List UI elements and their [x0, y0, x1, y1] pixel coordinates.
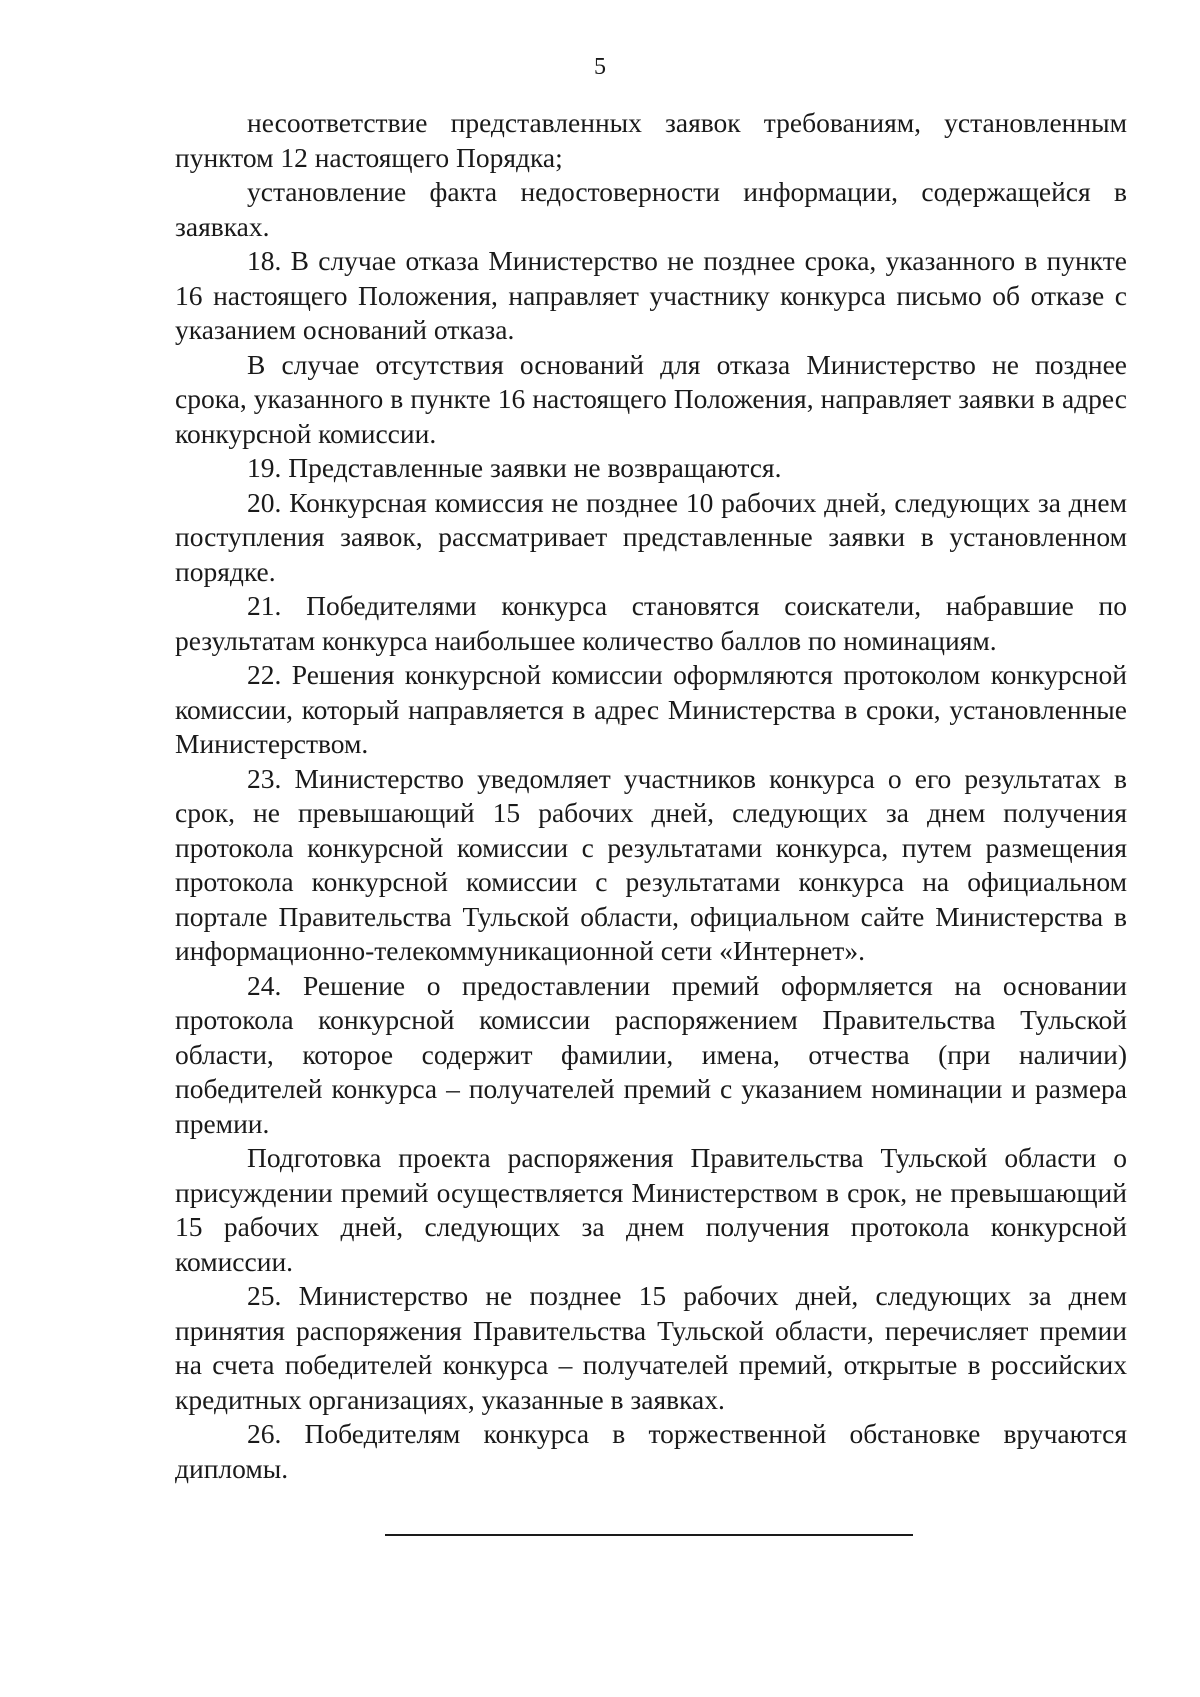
page-number: 5: [594, 54, 606, 80]
document-body: [175, 106, 1127, 1486]
paragraph-requirements-mismatch: несоответствие представленных заявок требованиям, установленным пунктом 12 настоящего Порядка;: [175, 107, 1127, 173]
paragraph-21: 21. Победителями конкурса становятся соискатели, набравшие по результатам конкурса наибольшее количество баллов по номинациям.: [175, 590, 1127, 656]
paragraph-order-preparation: Подготовка проекта распоряжения Правительства Тульской области о присуждении премий осуществляется Министерством в срок, не превышающий 15 рабочих дней, следующих за днем получения протокола конкурсной комиссии.: [175, 1142, 1127, 1277]
paragraph-24: 24. Решение о предоставлении премий оформляется на основании протокола конкурсной комиссии распоряжением Правительства Тульской области, которое содержит фамилии, имена, отчества (при наличии) победителей конкурса – получателей премий с указанием номинации и размера премии.: [175, 969, 1127, 1139]
paragraph-19: 19. Представленные заявки не возвращаются.: [247, 452, 782, 483]
paragraph-22: 22. Решения конкурсной комиссии оформляются протоколом конкурсной комиссии, который направляется в адрес Министерства в сроки, установленные Министерством.: [175, 659, 1127, 759]
paragraph-23: 23. Министерство уведомляет участников конкурса о его результатах в срок, не превышающий 15 рабочих дней, следующих за днем получения протокола конкурсной комиссии с результатами конкурса, путем размещения протокола конкурсной комиссии с результатами конкурса на официальном портале Правительства Тульской области, официальном сайте Министерства в информационно-телекоммуникационной сети «Интернет».: [175, 762, 1127, 966]
paragraph-18: 18. В случае отказа Министерство не позднее срока, указанного в пункте 16 настоящего Положения, направляет участнику конкурса письмо об отказе с указанием оснований отказа.: [175, 245, 1127, 345]
paragraph-26: 26. Победителям конкурса в торжественной обстановке вручаются дипломы.: [175, 1418, 1127, 1484]
paragraph-25: 25. Министерство не позднее 15 рабочих дней, следующих за днем принятия распоряжения Правительства Тульской области, перечисляет премии на счета победителей конкурса – получателей премий, открытые в российских кредитных организациях, указанные в заявках.: [175, 1280, 1127, 1415]
paragraph-unreliable-info: установление факта недостоверности информации, содержащейся в заявках.: [175, 176, 1127, 242]
closing-rule-divider: [385, 1534, 913, 1536]
paragraph-no-refusal-grounds: В случае отсутствия оснований для отказа Министерство не позднее срока, указанного в пункте 16 настоящего Положения, направляет заявки в адрес конкурсной комиссии.: [175, 348, 1127, 449]
paragraph-20: 20. Конкурсная комиссия не позднее 10 рабочих дней, следующих за днем поступления заявок, рассматривает представленные заявки в установленном порядке.: [175, 486, 1127, 587]
